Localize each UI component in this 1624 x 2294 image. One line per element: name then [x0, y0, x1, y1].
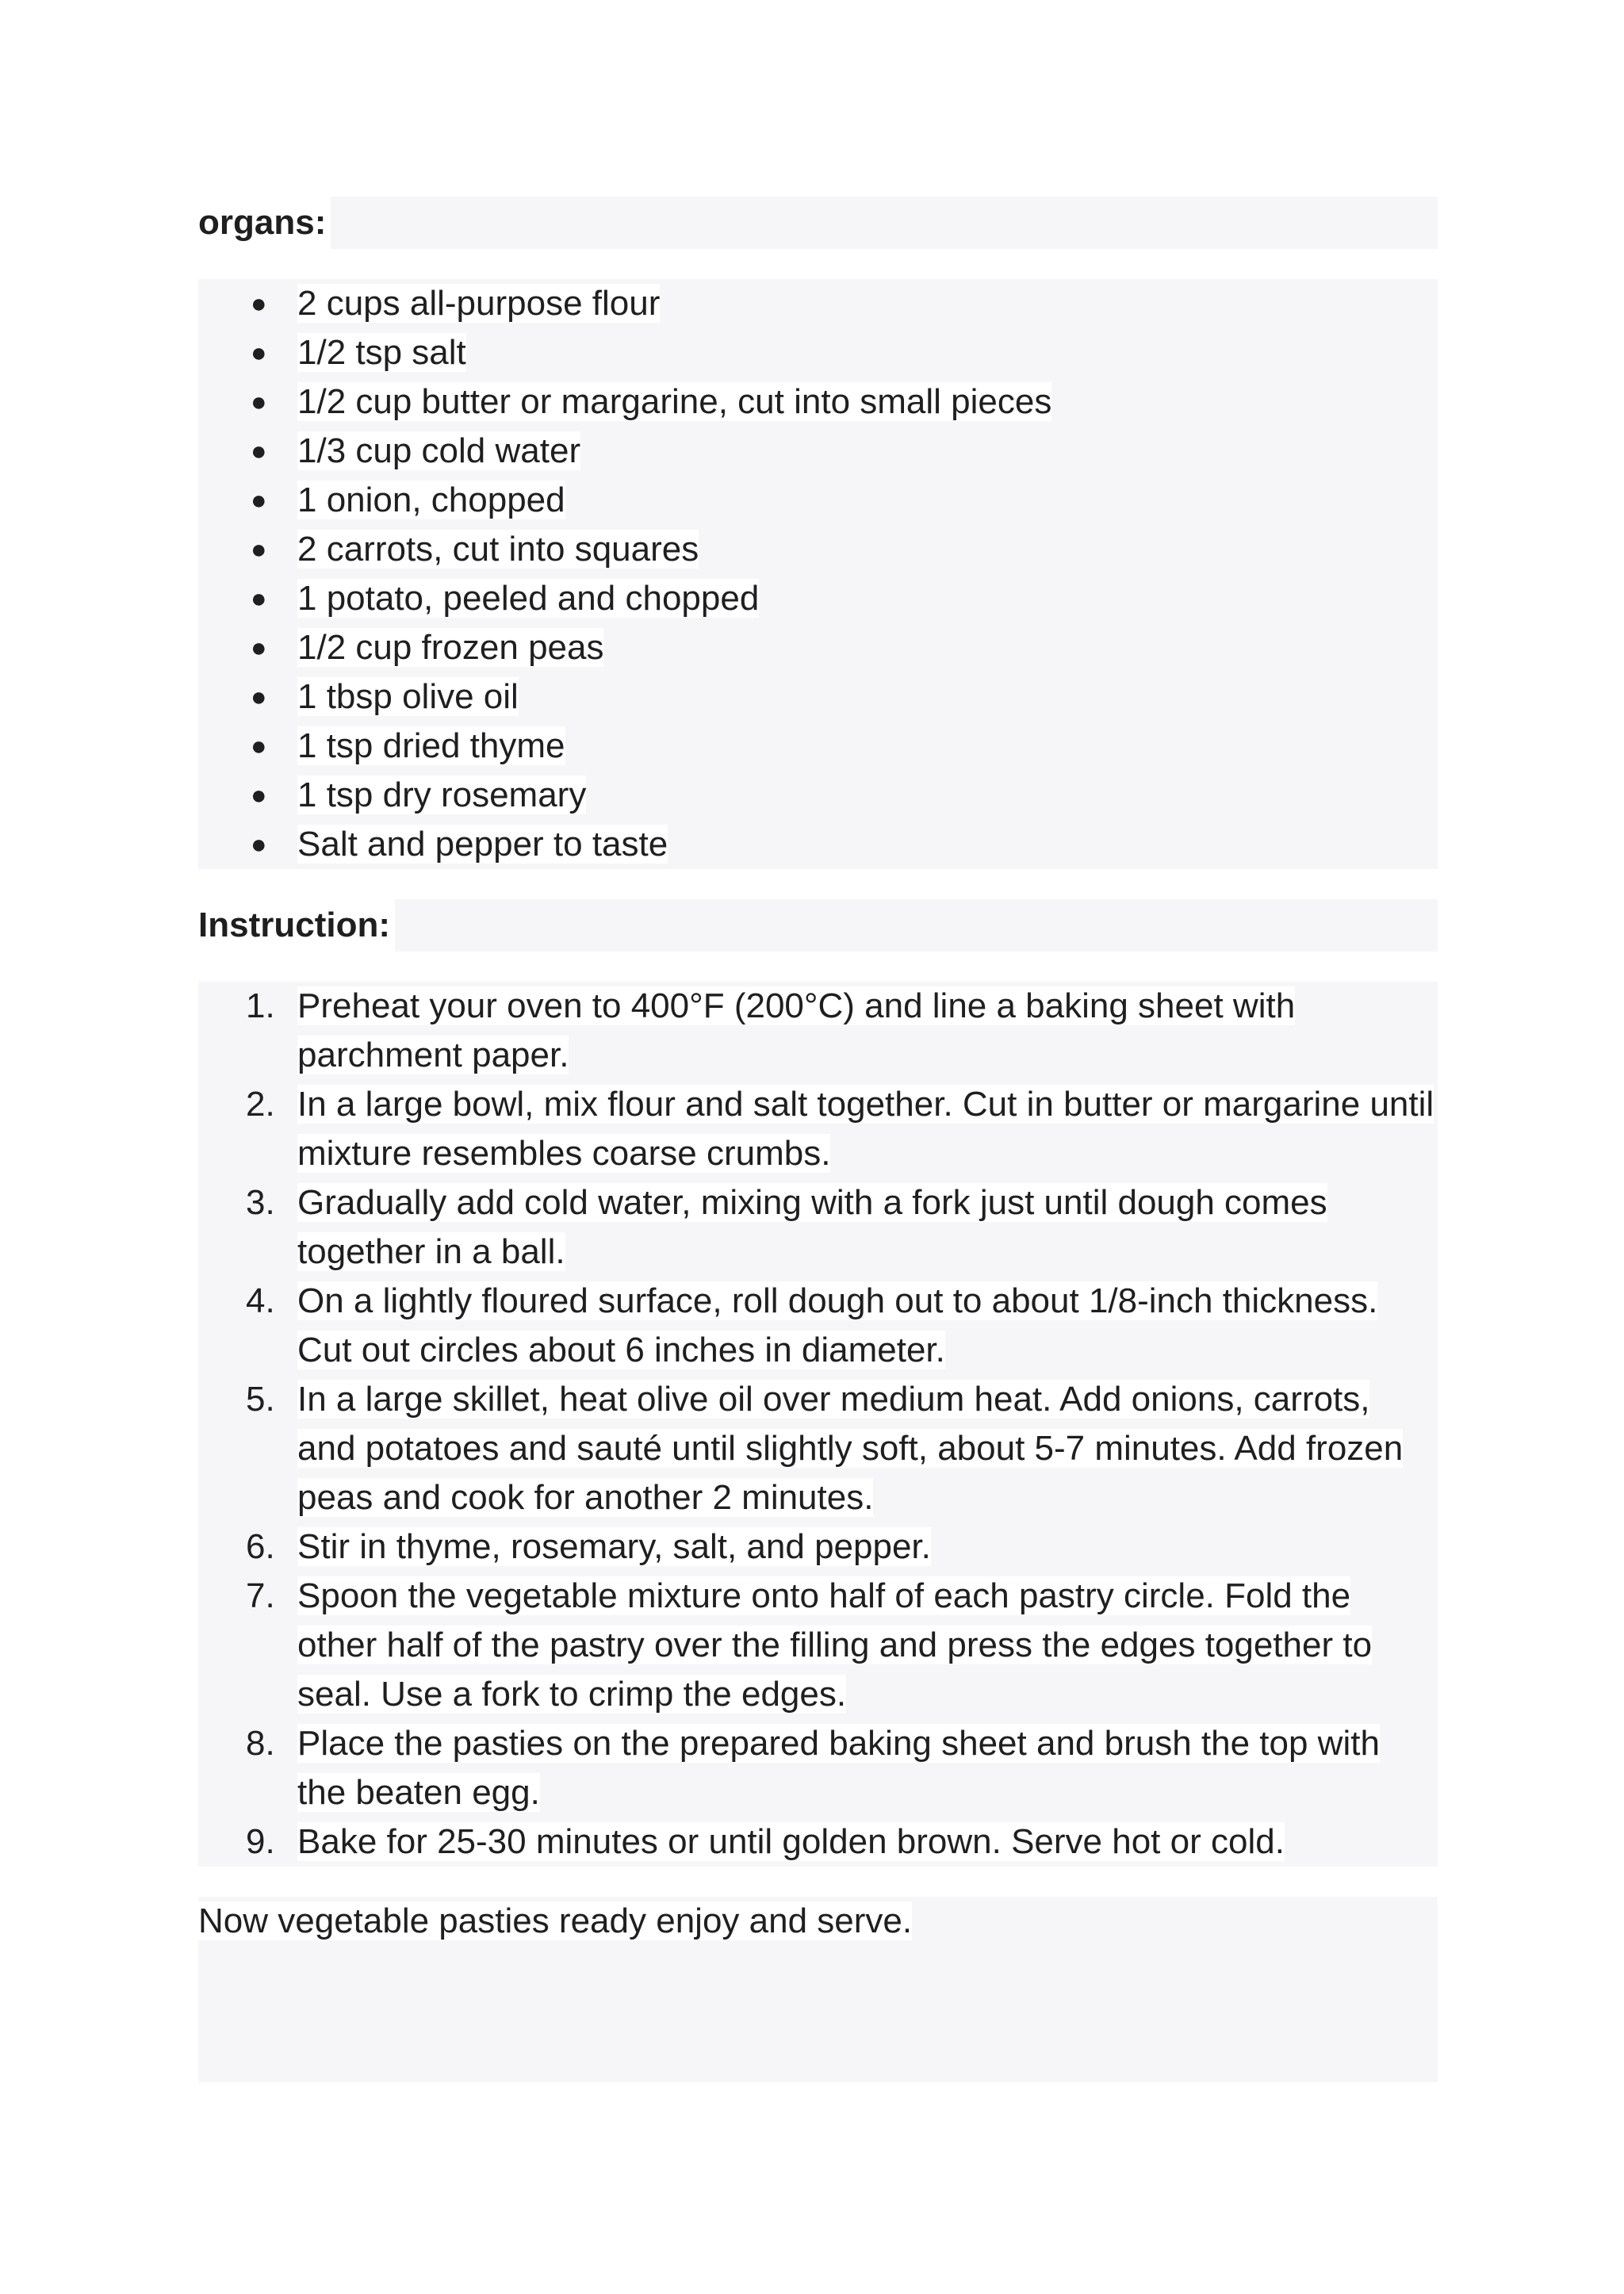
instruction-step — [198, 1522, 1438, 1572]
instruction-step — [198, 1277, 1438, 1375]
ingredient-item — [198, 820, 1438, 869]
step-number: 2. — [246, 1085, 275, 1124]
instructions-heading-block — [198, 899, 1438, 952]
instruction-step — [198, 1080, 1438, 1178]
ingredient-text: 1 tsp dry rosemary — [297, 776, 587, 814]
ingredient-text: 1/2 cup butter or margarine, cut into small pieces — [297, 382, 1052, 421]
bullet-icon: ● — [251, 338, 267, 368]
instructions-block — [198, 982, 1438, 1867]
ingredient-item — [198, 279, 1438, 328]
step-text: In a large bowl, mix flour and salt together. Cut in butter or margarine until mixture resembles coarse crumbs. — [297, 1085, 1434, 1173]
ingredient-item — [198, 722, 1438, 771]
instruction-step — [198, 1572, 1438, 1719]
ingredient-text: 1/3 cup cold water — [297, 431, 581, 470]
bullet-icon: ● — [251, 485, 267, 515]
closing-text: Now vegetable pasties ready enjoy and serve. — [198, 1901, 913, 1940]
bullet-icon: ● — [251, 829, 267, 860]
step-text: Place the pasties on the prepared baking sheet and brush the top with the beaten egg. — [297, 1724, 1380, 1812]
step-text: Bake for 25-30 minutes or until golden brown. Serve hot or cold. — [297, 1822, 1285, 1861]
ingredient-item — [198, 672, 1438, 722]
ingredient-text: 1/2 cup frozen peas — [297, 628, 604, 667]
ingredient-item — [198, 525, 1438, 574]
ingredients-block — [198, 279, 1438, 869]
instructions-list — [198, 982, 1438, 1867]
step-number: 6. — [246, 1527, 275, 1566]
ingredient-item — [198, 574, 1438, 623]
ingredient-text: 1 potato, peeled and chopped — [297, 579, 760, 618]
ingredients-list — [198, 279, 1438, 869]
step-text: On a lightly floured surface, roll dough out to about 1/8-inch thickness. Cut out circles about 6 inches in diameter. — [297, 1281, 1378, 1369]
bullet-icon: ● — [251, 289, 267, 319]
step-text: Gradually add cold water, mixing with a fork just until dough comes together in a ball. — [297, 1183, 1327, 1271]
ingredient-text: 1 tbsp olive oil — [297, 677, 519, 716]
bullet-icon: ● — [251, 633, 267, 663]
instruction-step — [198, 1817, 1438, 1867]
step-number: 5. — [246, 1380, 275, 1419]
ingredient-item — [198, 427, 1438, 476]
bullet-icon: ● — [251, 780, 267, 810]
bullet-icon: ● — [251, 387, 267, 417]
step-text: In a large skillet, heat olive oil over medium heat. Add onions, carrots, and potatoes and sauté until slightly soft, about 5-7 minutes. Add frozen peas and cook for another 2 minutes. — [297, 1380, 1404, 1517]
instruction-step — [198, 1719, 1438, 1817]
step-number: 7. — [246, 1576, 275, 1615]
ingredient-item — [198, 476, 1438, 525]
ingredient-item — [198, 328, 1438, 377]
step-number: 8. — [246, 1724, 275, 1763]
step-text: Stir in thyme, rosemary, salt, and pepper. — [297, 1527, 931, 1566]
ingredient-text: 2 carrots, cut into squares — [297, 530, 699, 569]
instruction-step — [198, 982, 1438, 1080]
closing-block — [198, 1897, 1438, 2082]
step-text: Preheat your oven to 400°F (200°C) and line a baking sheet with parchment paper. — [297, 986, 1296, 1074]
ingredient-text: 1 onion, chopped — [297, 481, 565, 519]
step-number: 3. — [246, 1183, 275, 1222]
bullet-icon: ● — [251, 534, 267, 565]
ingredient-item — [198, 623, 1438, 672]
instruction-step — [198, 1178, 1438, 1277]
ingredients-heading: organs: — [198, 197, 331, 249]
bullet-icon: ● — [251, 731, 267, 761]
step-number: 9. — [246, 1822, 275, 1861]
ingredient-text: 2 cups all-purpose flour — [297, 284, 661, 323]
instruction-step — [198, 1375, 1438, 1522]
ingredient-item — [198, 771, 1438, 820]
ingredients-heading-block — [198, 197, 1438, 249]
bullet-icon: ● — [251, 682, 267, 712]
ingredient-text: Salt and pepper to taste — [297, 825, 668, 864]
ingredient-item — [198, 377, 1438, 427]
step-number: 1. — [246, 986, 275, 1025]
step-number: 4. — [246, 1281, 275, 1320]
instructions-heading: Instruction: — [198, 899, 395, 952]
ingredient-text: 1/2 tsp salt — [297, 333, 466, 372]
step-text: Spoon the vegetable mixture onto half of each pastry circle. Fold the other half of the pastry over the filling and press the edges together to seal. Use a fork to crimp the edges. — [297, 1576, 1373, 1714]
document-page — [198, 197, 1438, 2082]
ingredient-text: 1 tsp dried thyme — [297, 726, 565, 765]
bullet-icon: ● — [251, 584, 267, 614]
bullet-icon: ● — [251, 436, 267, 466]
